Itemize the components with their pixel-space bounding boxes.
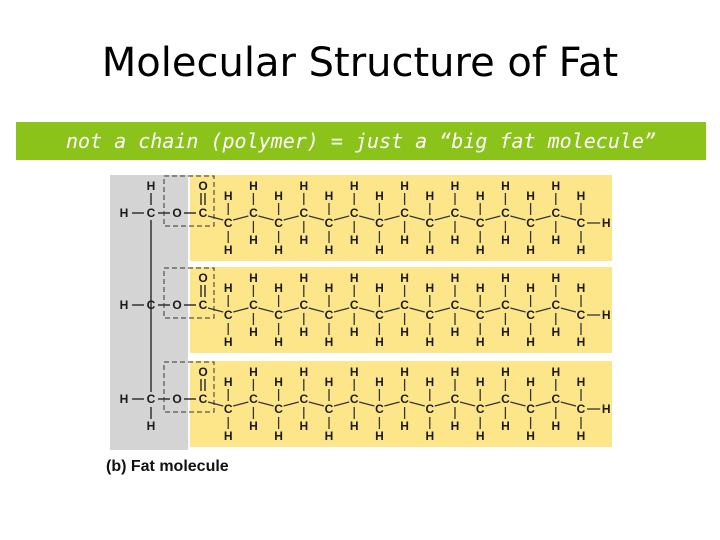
hydrogen-atom: H (526, 375, 535, 389)
hydrogen-atom: H (475, 429, 485, 443)
oxygen-atom: O (198, 365, 208, 379)
hydrogen-atom: H (375, 429, 384, 443)
carbon-atom: C (375, 308, 384, 322)
carbon-atom: C (425, 308, 435, 322)
hydrogen-atom: H (299, 365, 309, 379)
carbon-atom: C (249, 206, 258, 220)
hydrogen-atom: H (450, 325, 460, 339)
hydrogen-atom: H (601, 402, 611, 416)
hydrogen-atom: H (551, 419, 561, 433)
hydrogen-atom: H (249, 365, 258, 379)
carbon-atom: C (299, 298, 309, 312)
hydrogen-atom: H (501, 365, 510, 379)
carbon-atom: C (425, 402, 435, 416)
hydrogen-atom: H (299, 271, 309, 285)
carbon-atom: C (324, 308, 334, 322)
carbon-atom: C (551, 206, 561, 220)
carbon-atom: C (475, 308, 485, 322)
hydrogen-atom: H (526, 281, 535, 295)
hydrogen-atom: H (119, 298, 129, 312)
hydrogen-atom: H (274, 375, 283, 389)
carbon-atom: C (501, 298, 510, 312)
carbon-atom: C (450, 392, 460, 406)
hydrogen-atom: H (324, 375, 334, 389)
hydrogen-atom: H (274, 243, 283, 257)
hydrogen-atom: H (425, 375, 435, 389)
hydrogen-atom: H (146, 179, 156, 193)
carbon-atom: C (324, 216, 334, 230)
hydrogen-atom: H (576, 335, 586, 349)
hydrogen-atom: H (425, 243, 435, 257)
carbon-atom: C (501, 206, 510, 220)
hydrogen-atom: H (375, 281, 384, 295)
carbon-atom: C (400, 298, 409, 312)
hydrogen-atom: H (475, 281, 485, 295)
carbon-atom: C (475, 216, 485, 230)
carbon-atom: C (576, 402, 586, 416)
hydrogen-atom: H (249, 179, 258, 193)
carbon-atom: C (375, 216, 384, 230)
oxygen-atom: O (172, 298, 182, 312)
hydrogen-atom: H (324, 335, 334, 349)
hydrogen-atom: H (400, 179, 409, 193)
hydrogen-atom: H (450, 179, 460, 193)
hydrogen-atom: H (349, 179, 359, 193)
hydrogen-atom: H (119, 392, 129, 406)
hydrogen-atom: H (475, 335, 485, 349)
carbon-atom: C (223, 308, 233, 322)
hydrogen-atom: H (223, 335, 233, 349)
hydrogen-atom: H (223, 189, 233, 203)
hydrogen-atom: H (576, 281, 586, 295)
hydrogen-atom: H (119, 206, 129, 220)
hydrogen-atom: H (551, 271, 561, 285)
hydrogen-atom: H (551, 179, 561, 193)
hydrogen-atom: H (375, 375, 384, 389)
hydrogen-atom: H (249, 419, 258, 433)
hydrogen-atom: H (223, 243, 233, 257)
hydrogen-atom: H (425, 335, 435, 349)
carbon-atom: C (526, 402, 535, 416)
carbon-atom: C (475, 402, 485, 416)
hydrogen-atom: H (349, 271, 359, 285)
carbon-atom: C (223, 216, 233, 230)
hydrogen-atom: H (299, 419, 309, 433)
diagram-caption: (b) Fat molecule (106, 458, 229, 475)
carbon-atom: C (450, 298, 460, 312)
carbon-atom: C (299, 206, 309, 220)
hydrogen-atom: H (450, 271, 460, 285)
carbon-atom: C (299, 392, 309, 406)
hydrogen-atom: H (501, 271, 510, 285)
carbon-atom: C (223, 402, 233, 416)
hydrogen-atom: H (375, 189, 384, 203)
hydrogen-atom: H (324, 281, 334, 295)
hydrogen-atom: H (576, 375, 586, 389)
hydrogen-atom: H (601, 308, 611, 322)
oxygen-atom: O (198, 271, 208, 285)
hydrogen-atom: H (576, 243, 586, 257)
hydrogen-atom: H (249, 233, 258, 247)
hydrogen-atom: H (450, 419, 460, 433)
hydrogen-atom: H (425, 189, 435, 203)
hydrogen-atom: H (501, 233, 510, 247)
hydrogen-atom: H (274, 281, 283, 295)
hydrogen-atom: H (146, 419, 156, 433)
hydrogen-atom: H (526, 189, 535, 203)
hydrogen-atom: H (223, 429, 233, 443)
carbon-atom: C (274, 308, 283, 322)
hydrogen-atom: H (425, 281, 435, 295)
hydrogen-atom: H (375, 335, 384, 349)
hydrogen-atom: H (349, 365, 359, 379)
carbon-atom: C (551, 392, 561, 406)
carbon-atom: C (249, 298, 258, 312)
hydrogen-atom: H (223, 281, 233, 295)
hydrogen-atom: H (375, 243, 384, 257)
carbon-atom: C (400, 392, 409, 406)
hydrogen-atom: H (450, 233, 460, 247)
carbon-atom: C (576, 216, 586, 230)
carbon-atom: C (551, 298, 561, 312)
hydrogen-atom: H (274, 189, 283, 203)
hydrogen-atom: H (450, 365, 460, 379)
carbon-atom: C (501, 392, 510, 406)
hydrogen-atom: H (400, 271, 409, 285)
oxygen-atom: O (172, 206, 182, 220)
hydrogen-atom: H (349, 233, 359, 247)
hydrogen-atom: H (274, 429, 283, 443)
hydrogen-atom: H (576, 189, 586, 203)
hydrogen-atom: H (324, 429, 334, 443)
hydrogen-atom: H (526, 335, 535, 349)
hydrogen-atom: H (299, 179, 309, 193)
carbon-atom: C (375, 402, 384, 416)
hydrogen-atom: H (400, 365, 409, 379)
carbon-atom: C (249, 392, 258, 406)
hydrogen-atom: H (249, 325, 258, 339)
carbon-atom: C (198, 298, 208, 312)
hydrogen-atom: H (576, 429, 586, 443)
carbon-atom: C (526, 308, 535, 322)
fat-molecule-diagram (100, 170, 620, 480)
carbon-atom: C (274, 402, 283, 416)
carbon-atom: C (349, 392, 359, 406)
subtitle-banner: not a chain (polymer) = just a “big fat molecule” (16, 122, 706, 160)
carbon-atom: C (146, 298, 156, 312)
oxygen-atom: O (172, 392, 182, 406)
carbon-atom: C (146, 392, 156, 406)
carbon-atom: C (198, 392, 208, 406)
hydrogen-atom: H (223, 375, 233, 389)
carbon-atom: C (324, 402, 334, 416)
hydrogen-atom: H (475, 375, 485, 389)
hydrogen-atom: H (349, 325, 359, 339)
carbon-atom: C (146, 206, 156, 220)
hydrogen-atom: H (299, 325, 309, 339)
carbon-atom: C (349, 206, 359, 220)
hydrogen-atom: H (526, 243, 535, 257)
hydrogen-atom: H (475, 243, 485, 257)
carbon-atom: C (450, 206, 460, 220)
hydrogen-atom: H (400, 419, 409, 433)
carbon-atom: C (400, 206, 409, 220)
hydrogen-atom: H (501, 179, 510, 193)
hydrogen-atom: H (400, 325, 409, 339)
hydrogen-atom: H (324, 189, 334, 203)
carbon-atom: C (526, 216, 535, 230)
hydrogen-atom: H (601, 216, 611, 230)
hydrogen-atom: H (551, 325, 561, 339)
hydrogen-atom: H (249, 271, 258, 285)
slide-title: Molecular Structure of Fat (101, 40, 619, 86)
hydrogen-atom: H (526, 429, 535, 443)
oxygen-atom: O (198, 179, 208, 193)
carbon-atom: C (274, 216, 283, 230)
carbon-atom: C (425, 216, 435, 230)
hydrogen-atom: H (274, 335, 283, 349)
carbon-atom: C (198, 206, 208, 220)
carbon-atom: C (349, 298, 359, 312)
carbon-atom: C (576, 308, 586, 322)
hydrogen-atom: H (425, 429, 435, 443)
hydrogen-atom: H (551, 365, 561, 379)
hydrogen-atom: H (299, 233, 309, 247)
hydrogen-atom: H (349, 419, 359, 433)
hydrogen-atom: H (324, 243, 334, 257)
hydrogen-atom: H (501, 419, 510, 433)
hydrogen-atom: H (400, 233, 409, 247)
hydrogen-atom: H (551, 233, 561, 247)
hydrogen-atom: H (501, 325, 510, 339)
hydrogen-atom: H (475, 189, 485, 203)
